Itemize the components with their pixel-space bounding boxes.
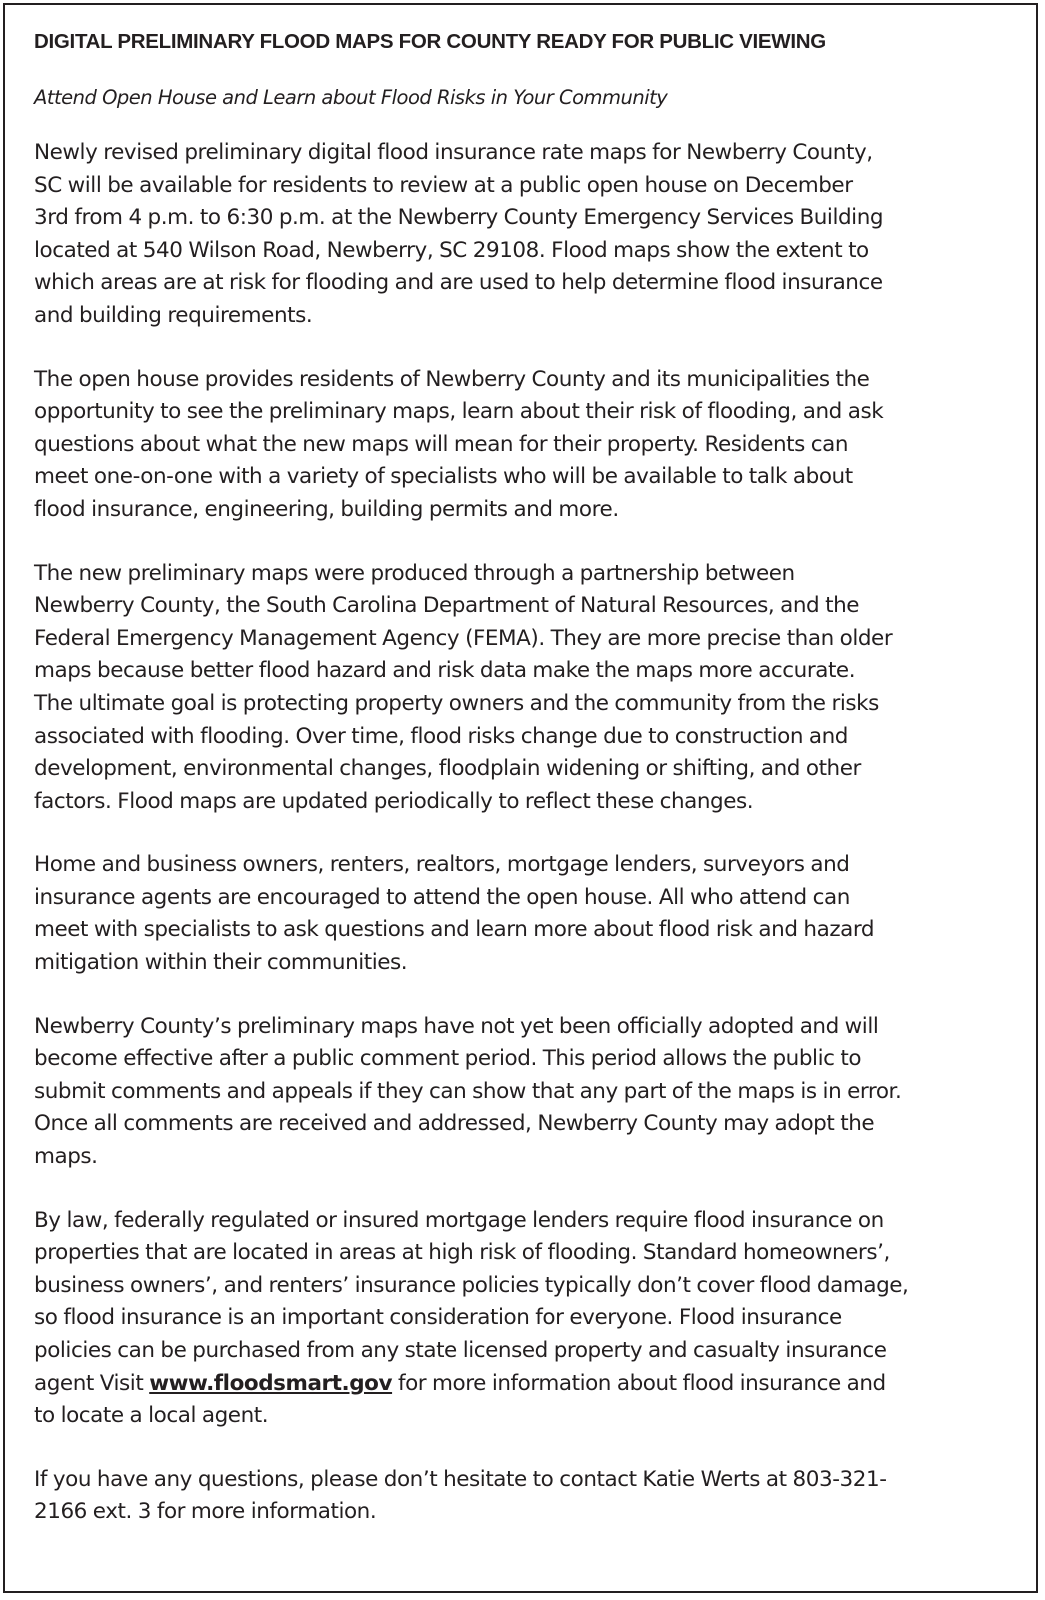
text-line: become effective after a public comment period. This period allows the public to [34,1046,862,1072]
flood-map-notice [3,3,1038,1593]
link-suffix-text: for more information about flood insurance and [392,1370,886,1396]
paragraph-flood-insurance [34,1205,1012,1433]
text-line: Newberry County’s preliminary maps have not yet been officially adopted and will [34,1013,879,1039]
text-line: meet with specialists to ask questions and learn more about flood risk and hazard [34,917,875,943]
paragraph-open-house-details [34,137,1012,333]
text-line: Newly revised preliminary digital flood insurance rate maps for Newberry County, [34,140,873,165]
paragraph-open-house-purpose [34,364,1012,527]
text-line: development, environmental changes, floodplain widening or shifting, and other [34,756,861,782]
text-line: questions about what the new maps will mean for their property. Residents can [34,431,849,457]
text-line: insurance agents are encouraged to attend the open house. All who attend can [34,884,850,910]
text-line: 3rd from 4 p.m. to 6:30 p.m. at the Newberry County Emergency Services Building [34,205,884,231]
text-line-with-link [34,1368,1012,1401]
text-line: submit comments and appeals if they can show that any part of the maps is in error. [34,1078,902,1104]
text-line: opportunity to see the preliminary maps, learn about their risk of flooding, and ask [34,399,884,425]
text-line: properties that are located in areas at high risk of flooding. Standard homeowners’, [34,1240,890,1266]
text-line: The ultimate goal is protecting property owners and the community from the risks [34,690,879,716]
text-line: If you have any questions, please don’t hesitate to contact Katie Werts at 803-321- [34,1466,887,1492]
text-line: The new preliminary maps were produced through a partnership between [34,560,795,586]
paragraph-adoption-process [34,1011,1012,1174]
text-line: and building requirements. [34,302,313,328]
text-line: meet one-on-one with a variety of specialists who will be available to talk about [34,464,853,490]
text-line: so flood insurance is an important consideration for everyone. Flood insurance [34,1305,842,1331]
text-line: By law, federally regulated or insured mortgage lenders require flood insurance on [34,1207,884,1233]
text-line: Home and business owners, renters, realtors, mortgage lenders, surveyors and [34,852,850,878]
text-line: located at 540 Wilson Road, Newberry, SC 29108. Flood maps show the extent to [34,237,869,263]
text-line: to locate a local agent. [34,1403,269,1429]
text-line: factors. Flood maps are updated periodically to reflect these changes. [34,788,754,814]
paragraph-contact [34,1464,1012,1529]
link-prefix-text: agent Visit [34,1370,150,1396]
paragraph-who-should-attend [34,849,1012,979]
paragraph-map-partnership [34,558,1012,819]
text-line: The open house provides residents of Newberry County and its municipalities the [34,366,870,392]
text-line: Newberry County, the South Carolina Department of Natural Resources, and the [34,593,860,619]
text-line: maps. [34,1144,98,1170]
text-line: which areas are at risk for flooding and are used to help determine flood insurance [34,270,883,296]
text-line: business owners’, and renters’ insurance policies typically don’t cover flood damage, [34,1272,909,1298]
text-line: associated with flooding. Over time, flood risks change due to construction and [34,723,848,749]
floodsmart-link[interactable]: www.floodsmart.gov [149,1370,393,1396]
text-line: Federal Emergency Management Agency (FEMA). They are more precise than older [34,625,893,651]
text-line: mitigation within their communities. [34,950,408,976]
text-line: SC will be available for residents to review at a public open house on December [34,172,853,198]
headline: DIGITAL PRELIMINARY FLOOD MAPS FOR COUNTY READY FOR PUBLIC VIEWING [34,30,826,53]
text-line: flood insurance, engineering, building permits and more. [34,496,619,522]
text-line: 2166 ext. 3 for more information. [34,1499,377,1525]
text-line: Once all comments are received and addressed, Newberry County may adopt the [34,1111,875,1137]
text-line: maps because better flood hazard and risk data make the maps more accurate. [34,658,856,684]
text-line: policies can be purchased from any state licensed property and casualty insurance [34,1338,887,1363]
subhead: Attend Open House and Learn about Flood Risks in Your Community [34,86,668,109]
